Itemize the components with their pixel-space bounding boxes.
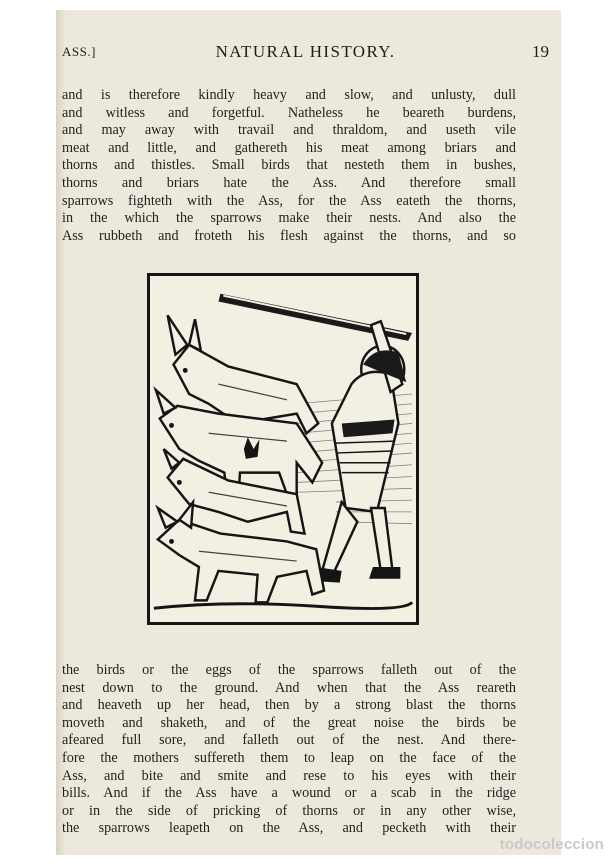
- text-block-bottom: [62, 662, 516, 838]
- text-line: or in the side of pricking of thorns or in any other wise,: [62, 802, 516, 819]
- text-line: in the which the sparrows make their nests. And also the: [62, 210, 516, 227]
- text-line: and witless and forgetful. Natheless he beareth burdens,: [62, 104, 516, 121]
- text-line: sparrows fighteth with the Ass, for the Ass eateth the thorns,: [62, 192, 516, 209]
- book-page: [56, 10, 561, 855]
- text-line: the sparrows leapeth on the Ass, and pecketh with their: [62, 820, 516, 837]
- section-label: ASS.]: [62, 44, 96, 59]
- woodcut-illustration: [147, 273, 419, 625]
- watermark-logo: todocoleccion: [499, 836, 604, 853]
- page-number: 19: [532, 42, 549, 61]
- text-line: nest down to the ground. And when that the Ass reareth: [62, 679, 516, 696]
- text-line: thorns and thistles. Small birds that nesteth them in bushes,: [62, 157, 516, 174]
- text-line: bills. And if the Ass have a wound or a scab in the ridge: [62, 785, 516, 802]
- page-title: NATURAL HISTORY.: [215, 42, 396, 61]
- text-line: fore the mothers suffereth them to leap on the face of the: [62, 749, 516, 766]
- text-line: moveth and shaketh, and of the great noise the birds be: [62, 714, 516, 731]
- running-head: [62, 42, 549, 64]
- text-line: and is therefore kindly heavy and slow, and unlusty, dull: [62, 87, 516, 103]
- text-line: the birds or the eggs of the sparrows falleth out of the: [62, 662, 516, 678]
- text-line: Ass, and bite and smite and rese to his eyes with their: [62, 767, 516, 784]
- text-block-top: [62, 87, 516, 245]
- woodcut-image: [150, 276, 416, 622]
- text-line: and heaveth up her head, then by a strong blast the thorns: [62, 697, 516, 714]
- text-line: afeared full sore, and falleth out of the nest. And there-: [62, 732, 516, 749]
- text-line: and may away with travail and thraldom, and useth vile: [62, 122, 516, 139]
- text-line: meat and little, and gathereth his meat among briars and: [62, 139, 516, 156]
- text-line: Ass rubbeth and froteth his flesh against the thorns, and so: [62, 227, 516, 244]
- text-line: thorns and briars hate the Ass. And therefore small: [62, 174, 516, 191]
